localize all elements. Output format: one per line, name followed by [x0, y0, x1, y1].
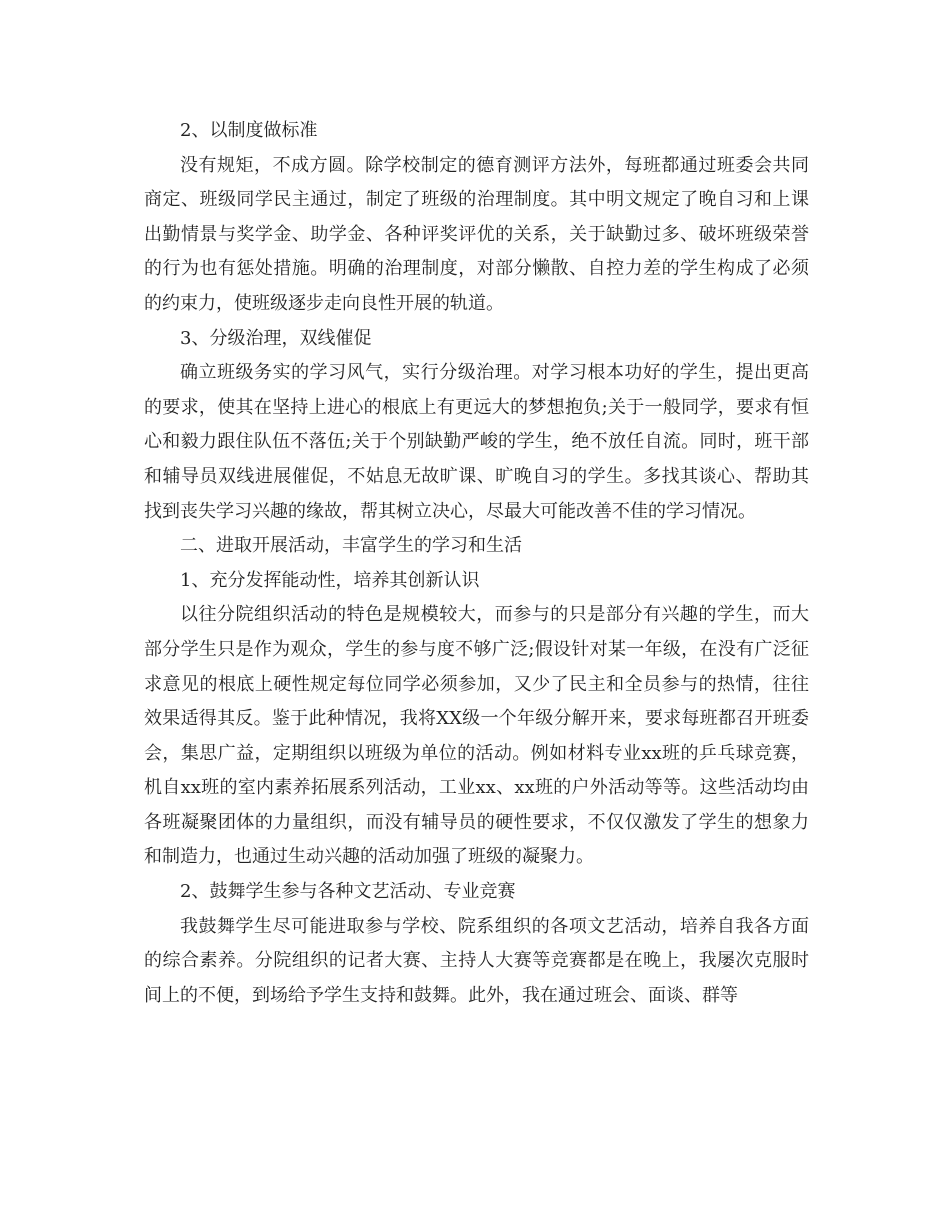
body-paragraph: 我鼓舞学生尽可能进取参与学校、院系组织的各项文艺活动，培养自我各方面的综合素养。分院组织的记者大赛、主持人大赛等竞赛都是在晚上，我屡次克服时间上的不便，到场给予学生支持和鼓舞。此外，我在通过班会、面谈、群等: [144, 915, 809, 1006]
body-paragraph: 没有规矩，不成方圆。除学校制定的德育测评方法外，每班都通过班委会共同商定、班级同学民主通过，制定了班级的治理制度。其中明文规定了晚自习和上课出勤情景与奖学金、助学金、各种评奖评优的关系，关于缺勤过多、破坏班级荣誉的行为也有惩处措施。明确的治理制度，对部分懒散、自控力差的学生构成了必须的约束力，使班级逐步走向良性开展的轨道。: [144, 154, 809, 314]
subsection-heading: 2、以制度做标准: [180, 120, 318, 141]
section-heading: 二、进取开展活动，丰富学生的学习和生活: [180, 535, 522, 557]
body-paragraph: 确立班级务实的学习风气，实行分级治理。对学习根本功好的学生，提出更高的要求，使其在坚持上进心的根底上有更远大的梦想抱负;关于一般同学，要求有恒心和毅力跟住队伍不落伍;关于个别缺勤严峻的学生，绝不放任自流。同时，班干部和辅导员双线进展催促，不姑息无故旷课、旷晚自习的学生。多找其谈心、帮助其找到丧失学习兴趣的缘故，帮其树立决心，尽最大可能改善不佳的学习情况。: [144, 362, 809, 522]
subsection-heading: 2、鼓舞学生参与各种文艺活动、专业竞赛: [180, 881, 516, 903]
subsection-heading: 3、分级治理，双线催促: [180, 327, 372, 349]
subsection-heading: 1、充分发挥能动性，培养其创新认识: [180, 569, 480, 591]
body-paragraph: 以往分院组织活动的特色是规模较大，而参与的只是部分有兴趣的学生，而大部分学生只是作为观众，学生的参与度不够广泛;假设针对某一年级，在没有广泛征求意见的根底上硬性规定每位同学必须参加，又少了民主和全员参与的热情，往往效果适得其反。鉴于此种情况，我将XX级一个年级分解开来，要求每班都召开班委会，集思广益，定期组织以班级为单位的活动。例如材料专业xx班的乒乓球竞赛，机自xx班的室内素养拓展系列活动，工业xx、xx班的户外活动等等。这些活动均由各班凝聚团体的力量组织，而没有辅导员的硬性要求，不仅仅激发了学生的想象力和制造力，也通过生动兴趣的活动加强了班级的凝聚力。: [144, 604, 809, 868]
document-body: [144, 114, 809, 1013]
